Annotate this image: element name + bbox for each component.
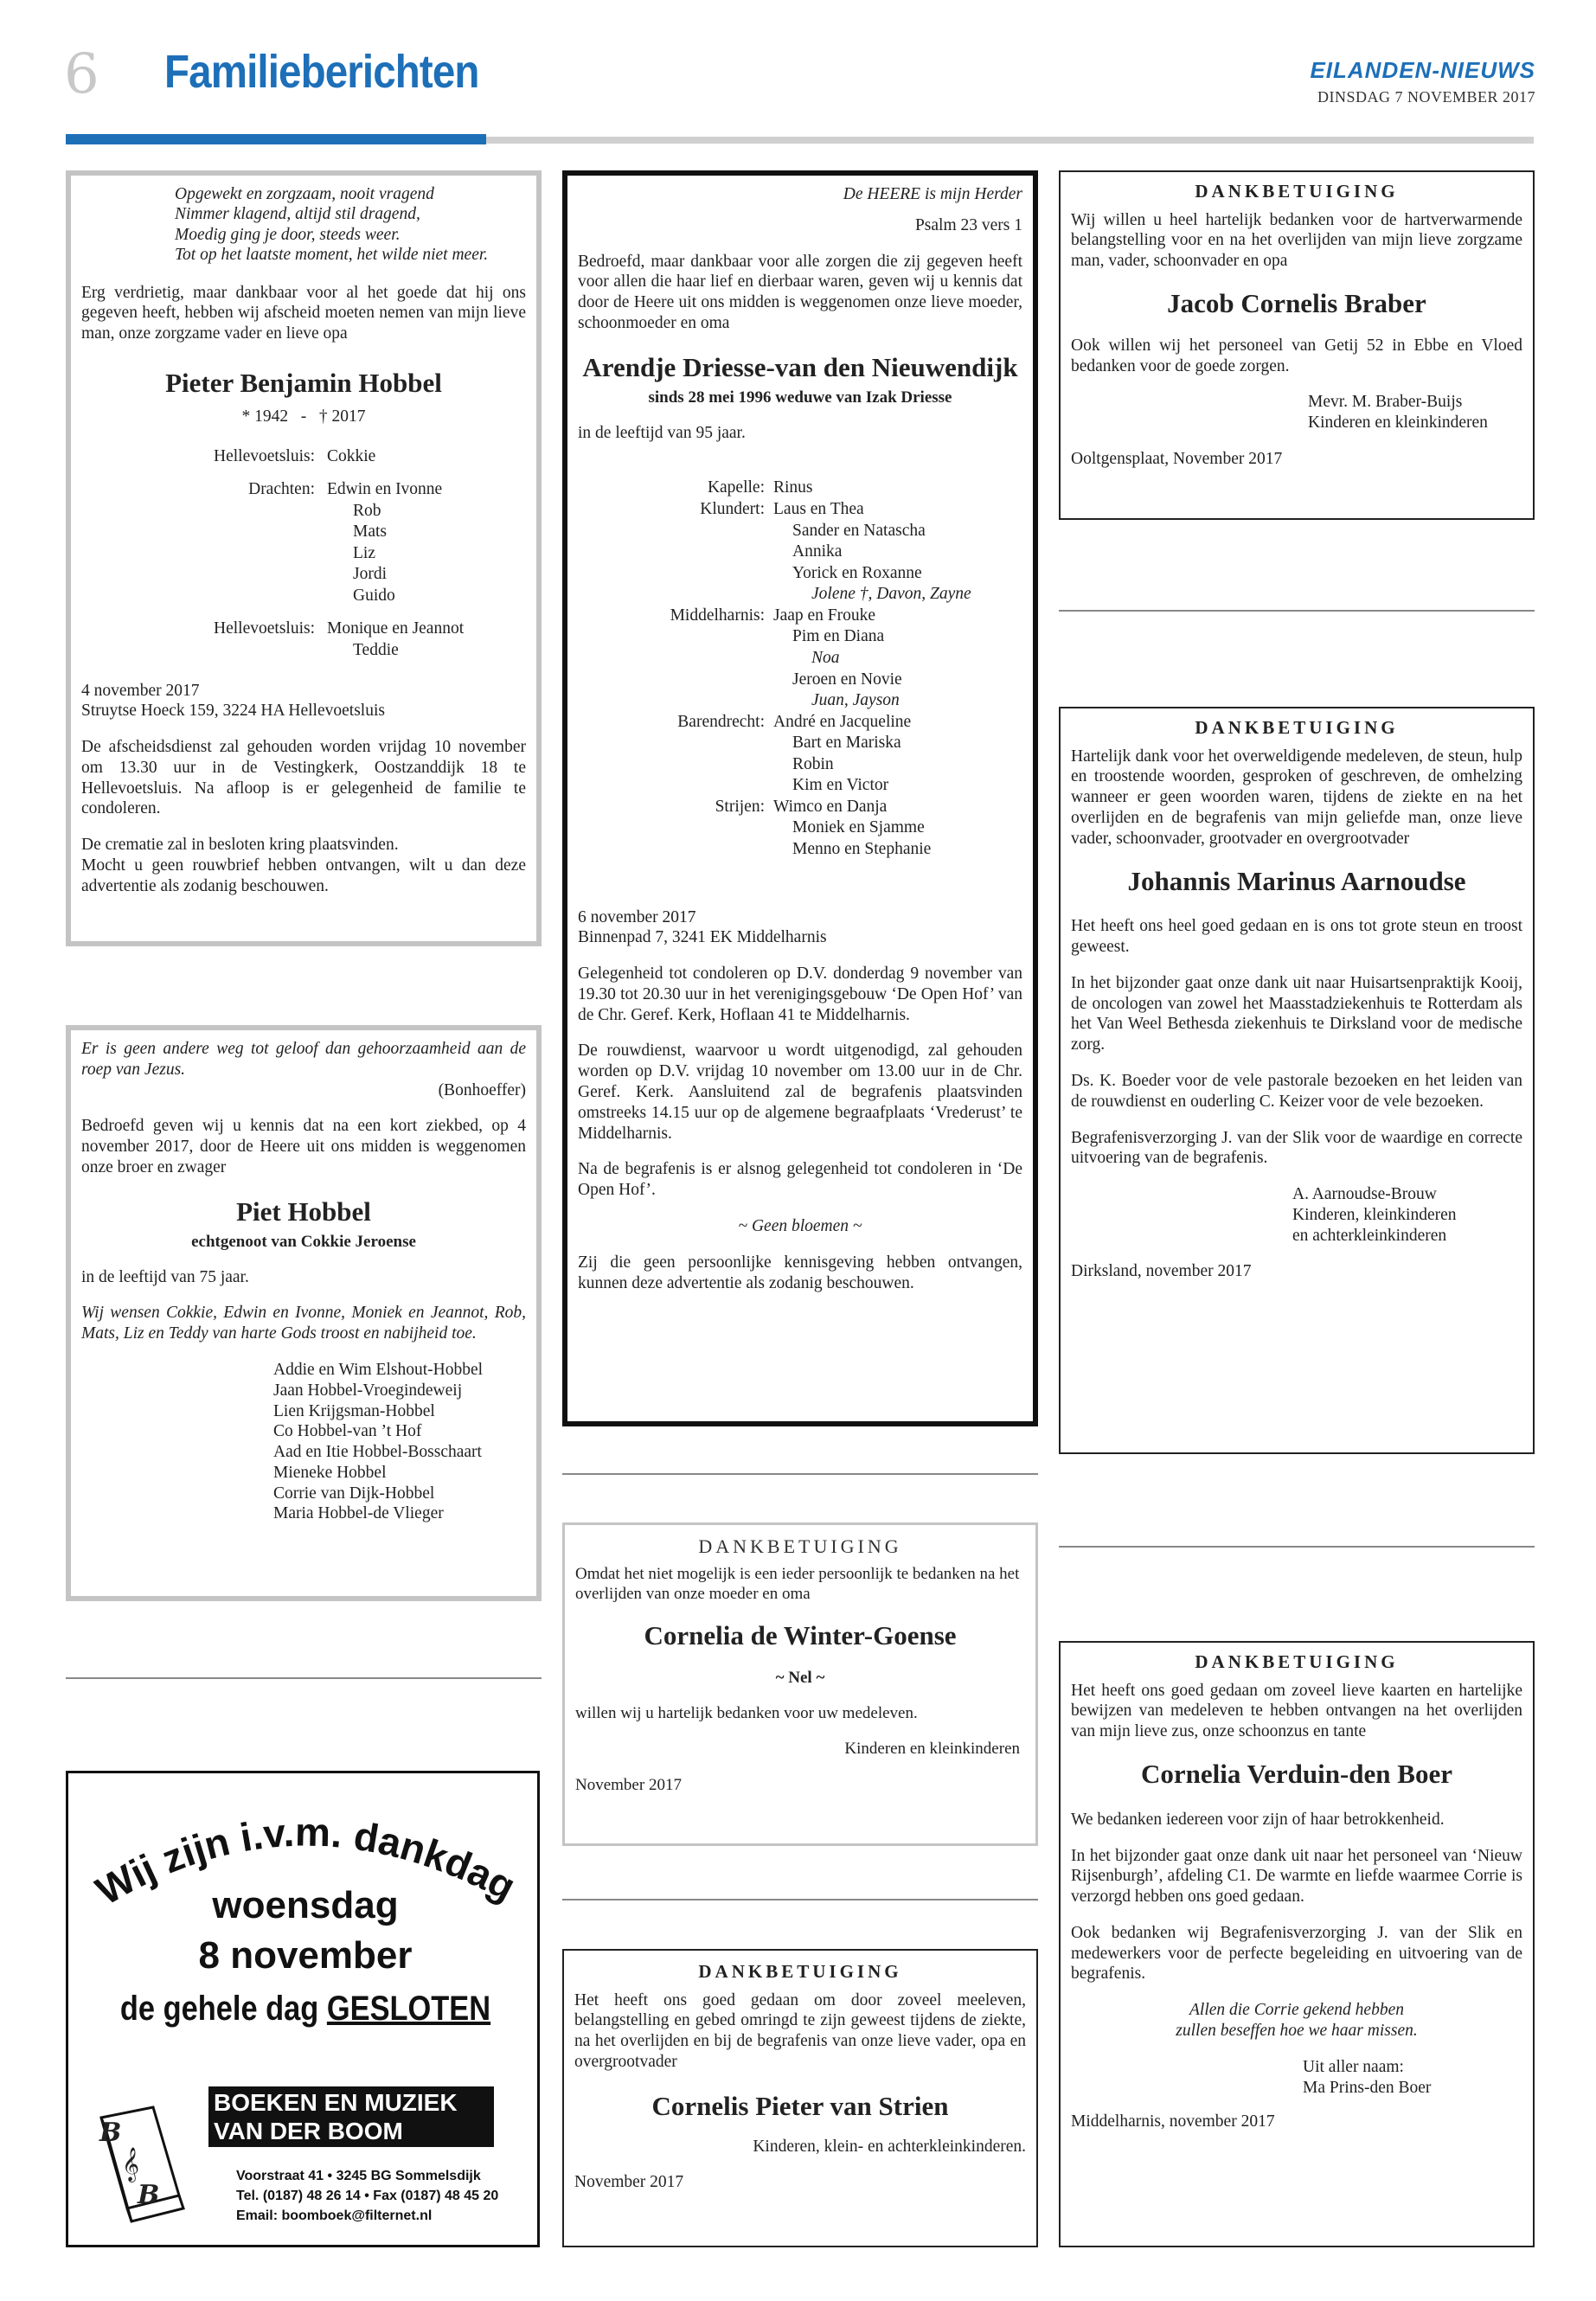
thanks-cornelia-de-winter bbox=[562, 1522, 1038, 1846]
thanks-johannis-aarnoudse bbox=[1059, 707, 1535, 1454]
thanks-paragraph: Het heeft ons heel goed gedaan en is ons tot grote steun en troost geweest. bbox=[1071, 917, 1522, 957]
staff-thanks: Ook willen wij het personeel van Getij 52 in Ebbe en Vloed bedanken voor de goede zorgen. bbox=[1071, 336, 1522, 375]
nickname: ~ Nel ~ bbox=[775, 1668, 825, 1687]
death-date: 4 november 2017 bbox=[81, 681, 200, 700]
family-member: Noa bbox=[811, 648, 840, 667]
family-member: Jolene †, Davon, Zayne bbox=[811, 585, 971, 604]
shop-name-line2: VAN DER BOOM bbox=[214, 2118, 403, 2144]
notice-title: DANKBETUIGING bbox=[698, 1535, 902, 1557]
issue-date: DINSDAG 7 NOVEMBER 2017 bbox=[1317, 88, 1535, 106]
notice-title: DANKBETUIGING bbox=[698, 1961, 902, 1982]
signer: Co Hobbel-van ’t Hof bbox=[273, 1422, 422, 1441]
date: November 2017 bbox=[574, 2173, 684, 2192]
thanks-paragraph: We bedanken iedereen voor zijn of haar betrokkenheid. bbox=[1071, 1810, 1445, 1829]
family-place: Hellevoetsluis: bbox=[214, 619, 315, 638]
promo-date: 8 november bbox=[198, 1934, 413, 1977]
header-accent-bar bbox=[66, 134, 486, 144]
notice-title: DANKBETUIGING bbox=[1195, 717, 1399, 738]
grandchild: Rob bbox=[353, 501, 381, 520]
signer: Jaan Hobbel-Vroegindeweij bbox=[273, 1381, 463, 1400]
grandchild: Guido bbox=[353, 586, 395, 605]
family-place: Hellevoetsluis: bbox=[214, 446, 315, 465]
signer: Aad en Itie Hobbel-Bosschaart bbox=[273, 1443, 482, 1462]
thanks-paragraph: In het bijzonder gaat onze dank uit naar het personeel van ‘Nieuw Rijsenburgh’, afdeling C1. De warmte en liefde waarmee Corrie is verzorgd hebben ons goed gedaan. bbox=[1071, 1846, 1522, 1907]
signer: Kinderen en kleinkinderen bbox=[1308, 413, 1488, 433]
column-divider bbox=[562, 1473, 1038, 1475]
shop-name-line1: BOEKEN EN MUZIEK bbox=[214, 2089, 458, 2116]
quote-text: Er is geen andere weg tot geloof dan gehoorzaamheid aan de roep van Jezus. bbox=[81, 1040, 526, 1079]
family-member: Sander en Natascha bbox=[792, 521, 926, 540]
family-names: Edwin en Ivonne bbox=[327, 480, 443, 499]
family-member: Yorick en Roxanne bbox=[792, 563, 922, 582]
column-divider bbox=[1059, 610, 1535, 612]
shop-email: Email: boomboek@filternet.nl bbox=[236, 2208, 433, 2224]
intro-text: Bedroefd, maar dankbaar voor alle zorgen die zij gegeven heeft voor allen die haar lief en dierbaar waren, geven wij u kennis dat door de Heere uit ons midden is weggenomen onze lieve moeder, schoonmoeder en oma bbox=[578, 252, 1022, 332]
thanks-paragraph: In het bijzonder gaat onze dank uit naar Huisartsenpraktijk Kooij, de oncologen van zowel het Maasstadziekenhuis te Rotterdam als het Van Weel Bethesda ziekenhuis te Dirksland voor de medische zorg. bbox=[1071, 973, 1522, 1054]
obituary-pieter-hobbel bbox=[66, 170, 542, 946]
grandchild: Mats bbox=[353, 522, 387, 542]
closed-prefix: de gehele dag bbox=[119, 1990, 319, 2028]
signer: Kinderen, kleinkinderen bbox=[1292, 1205, 1457, 1224]
thanks-cornelis-van-strien bbox=[562, 1949, 1038, 2247]
signer: en achterkleinkinderen bbox=[1292, 1226, 1447, 1245]
family-member: Kim en Victor bbox=[792, 776, 889, 795]
signer: Addie en Wim Elshout-Hobbel bbox=[273, 1361, 484, 1380]
obituary-arendje-driesse bbox=[562, 170, 1038, 1426]
family-names: Cokkie bbox=[327, 446, 376, 465]
family-member: Robin bbox=[792, 754, 834, 773]
life-dates: * 1942 - † 2017 bbox=[241, 407, 366, 426]
family-member: Pim en Diana bbox=[792, 627, 885, 646]
poem-line: Tot op het laatste moment, het wilde niet meer. bbox=[175, 246, 489, 265]
family-list bbox=[578, 478, 1022, 860]
thanks-paragraph: Begrafenisverzorging J. van der Slik voor de waardige en correcte uitvoering van de begrafenis. bbox=[1071, 1128, 1522, 1168]
signer: Maria Hobbel-de Vlieger bbox=[273, 1504, 444, 1523]
family-place: Middelharnis: bbox=[670, 606, 765, 625]
family-member: Juan, Jayson bbox=[811, 691, 900, 710]
deceased-name: Cornelia Verduin-den Boer bbox=[1141, 1758, 1452, 1789]
deceased-name: Jacob Cornelis Braber bbox=[1167, 287, 1426, 318]
wish-text: Wij wensen Cokkie, Edwin en Ivonne, Moniek en Jeannot, Rob, Mats, Liz en Teddy van harte Gods troost en nabijheid toe. bbox=[81, 1304, 526, 1343]
bible-reference: Psalm 23 vers 1 bbox=[914, 215, 1022, 234]
obituary-piet-hobbel bbox=[66, 1025, 542, 1601]
bible-verse: De HEERE is mijn Herder bbox=[843, 185, 1022, 203]
place-date: Dirksland, november 2017 bbox=[1071, 1262, 1252, 1281]
header-rule bbox=[486, 137, 1534, 144]
logo-letter: B bbox=[99, 2118, 122, 2148]
family-names: Jaap en Frouke bbox=[773, 606, 876, 625]
place-date: Middelharnis, november 2017 bbox=[1071, 2112, 1275, 2131]
poem-line: Nimmer klagend, altijd stil dragend, bbox=[175, 205, 420, 224]
family-names: Wimco en Danja bbox=[773, 797, 888, 816]
section-title: Familieberichten bbox=[164, 46, 479, 98]
intro-text: Het heeft ons goed gedaan om door zoveel meeleven, belangstelling en gebed omringd te zijn geweest tijdens de ziekte, na het overlijden en bij de begrafenis van onze lieve vader, opa en overgrootvader bbox=[574, 1990, 1026, 2071]
shop-phone: Tel. (0187) 48 26 14 • Fax (0187) 48 45 20 bbox=[236, 2189, 499, 2204]
deceased-name: Johannis Marinus Aarnoudse bbox=[1127, 865, 1466, 896]
arc-text: Wij zijn i.v.m. dankdag bbox=[88, 1809, 523, 1913]
signer: Corrie van Dijk-Hobbel bbox=[273, 1484, 435, 1503]
spouse-info: echtgenoot van Cokkie Jeroense bbox=[191, 1232, 416, 1251]
signer: Lien Krijgsman-Hobbel bbox=[273, 1401, 435, 1420]
thanks-paragraph: Ds. K. Boeder voor de vele pastorale bezoeken en het leiden van de rouwdienst en ouderling C. Keizer voor de vele bezoeken. bbox=[1071, 1072, 1522, 1111]
address: Struytse Hoeck 159, 3224 HA Hellevoetsluis bbox=[81, 702, 385, 721]
page-number: 6 bbox=[64, 42, 99, 106]
logo-clef: 𝄞 bbox=[122, 2147, 140, 2182]
age-info: in de leeftijd van 95 jaar. bbox=[578, 423, 746, 442]
family-names: Rinus bbox=[773, 478, 813, 497]
newspaper-brand: EILANDEN-NIEUWS bbox=[1310, 57, 1535, 83]
intro-text: Erg verdrietig, maar dankbaar voor al het goede dat hij ons gegeven heeft, hebben wij afscheid moeten nemen van mijn lieve man, onze zorgzame vader en lieve opa bbox=[81, 283, 526, 343]
logo-letter: B bbox=[138, 2180, 160, 2210]
family-member: Menno en Stephanie bbox=[792, 840, 932, 859]
date: November 2017 bbox=[575, 1775, 682, 1794]
signer-label: Uit aller naam: bbox=[1303, 2057, 1404, 2076]
service-info: De rouwdienst, waarvoor u wordt uitgenodigd, zal gehouden worden op D.V. vrijdag 10 november om 13.00 uur in de Chr. Geref. Kerk. Aansluitend zal de begrafenis plaatsvinden omstreeks 14.15 uur op de algemene begraafplaats ‘Vrederust’ te Middelharnis. bbox=[578, 1042, 1022, 1143]
thanks-cornelia-verduin bbox=[1059, 1641, 1535, 2247]
poem-line: Allen die Corrie gekend hebben bbox=[1189, 2001, 1404, 2020]
family-place: Barendrecht: bbox=[677, 712, 765, 731]
deceased-name: Cornelis Pieter van Strien bbox=[651, 2090, 949, 2121]
column-divider bbox=[66, 1677, 542, 1679]
family-names: Laus en Thea bbox=[773, 500, 864, 519]
intro-text: Omdat het niet mogelijk is een ieder persoonlijk te bedanken na het overlijden van onze moeder en oma bbox=[575, 1564, 1020, 1603]
family-names: Monique en Jeannot bbox=[327, 619, 465, 638]
grandchild: Jordi bbox=[353, 565, 387, 584]
closed-word: GESLOTEN bbox=[326, 1990, 491, 2028]
no-flowers: ~ Geen bloemen ~ bbox=[738, 1216, 862, 1235]
after-burial-info: Na de begrafenis is er alsnog gelegenheid tot condoleren in ‘De Open Hof’. bbox=[578, 1160, 1022, 1200]
deceased-name: Arendje Driesse-van den Nieuwendijk bbox=[582, 351, 1018, 382]
intro-text: Hartelijk dank voor het overweldigende medeleven, de steun, hulp en troostende woorden, gesproken of geschreven, de omhelzing wanneer er geen woorden waren, tijdens de ziekte en na het overlijden en de begrafenis van mijn geliefde man, onze lieve vader, schoonvader, grootvader en overgrootvader bbox=[1071, 747, 1522, 848]
thanks-paragraph: Ook bedanken wij Begrafenisverzorging J. van der Slik en medewerkers voor de perfecte begeleiding en uitvoering van de begrafenis. bbox=[1071, 1923, 1522, 1984]
signer: Ma Prins-den Boer bbox=[1303, 2078, 1432, 2097]
family-place: Strijen: bbox=[715, 797, 765, 816]
deceased-name: Piet Hobbel bbox=[236, 1195, 371, 1227]
signers: Kinderen en kleinkinderen bbox=[844, 1740, 1020, 1759]
signer: A. Aarnoudse-Brouw bbox=[1292, 1185, 1437, 1204]
poem-line: zullen beseffen hoe we haar missen. bbox=[1176, 2022, 1418, 2041]
family-member: Bart en Mariska bbox=[792, 734, 901, 753]
address: Binnenpad 7, 3241 EK Middelharnis bbox=[578, 928, 827, 947]
grandchild: Liz bbox=[353, 543, 375, 562]
family-member: Jeroen en Novie bbox=[792, 670, 902, 689]
poem-line: Moedig ging je door, steeds weer. bbox=[175, 225, 401, 244]
signer: Mevr. M. Braber-Buijs bbox=[1308, 393, 1463, 412]
age-info: in de leeftijd van 75 jaar. bbox=[81, 1267, 249, 1286]
death-date: 6 november 2017 bbox=[578, 907, 696, 926]
condolence-info: Gelegenheid tot condoleren op D.V. donderdag 9 november van 19.30 tot 20.30 uur in het verenigingsgebouw ‘De Open Hof’ van de Chr. Geref. Kerk, Hoflaan 41 te Middelharnis. bbox=[578, 965, 1022, 1024]
notice-text: Mocht u geen rouwbrief hebben ontvangen, wilt u dan deze advertentie als zodanig beschouwen. bbox=[81, 856, 526, 895]
family-place: Drachten: bbox=[248, 480, 315, 499]
shop-address: Voorstraat 41 • 3245 BG Sommelsdijk bbox=[236, 2169, 481, 2183]
poem-line: Opgewekt en zorgzaam, nooit vragend bbox=[175, 185, 434, 203]
column-divider bbox=[1059, 1546, 1535, 1548]
cremation-info: De crematie zal in besloten kring plaatsvinden. bbox=[81, 836, 399, 855]
deceased-name: Pieter Benjamin Hobbel bbox=[165, 367, 442, 398]
family-names: André en Jacqueline bbox=[773, 712, 912, 731]
deceased-name: Cornelia de Winter-Goense bbox=[644, 1620, 957, 1651]
notice-title: DANKBETUIGING bbox=[1195, 181, 1399, 202]
thanks-text: willen wij u hartelijk bedanken voor uw medeleven. bbox=[575, 1704, 918, 1723]
family-place: Kapelle: bbox=[707, 478, 765, 497]
service-info: De afscheidsdienst zal gehouden worden vrijdag 10 november om 13.30 uur in de Vestingkerk, Oostzanddijk 18 te Hellevoetsluis. Na afloop is er gelegenheid de familie te condoleren. bbox=[81, 738, 526, 818]
place-date: Ooltgensplaat, November 2017 bbox=[1071, 449, 1283, 468]
intro-text: Wij willen u heel hartelijk bedanken voor de hartverwarmende belangstelling voor en na het overlijden van mijn lieve zorgzame man, vader, schoonvader en opa bbox=[1071, 210, 1522, 271]
intro-text: Het heeft ons goed gedaan om zoveel lieve kaarten en hartelijke bewijzen van medeleven te hebben ontvangen na het overlijden van mijn lieve zus, onze schoonzus en tante bbox=[1071, 1681, 1522, 1741]
intro-text: Bedroefd geven wij u kennis dat na een kort ziekbed, op 4 november 2017, door de Heere uit ons midden is weggenomen onze broer en zwager bbox=[81, 1117, 526, 1176]
signers: Kinderen, klein- en achterkleinkinderen. bbox=[753, 2137, 1026, 2156]
column-divider bbox=[562, 1899, 1038, 1900]
notice-title: DANKBETUIGING bbox=[1195, 1651, 1399, 1672]
family-member: Annika bbox=[792, 542, 843, 561]
grandchild: Teddie bbox=[353, 641, 399, 659]
quote-author: (Bonhoeffer) bbox=[438, 1080, 526, 1099]
bookshop-closure-ad bbox=[66, 1771, 540, 2247]
thanks-jacob-braber bbox=[1059, 170, 1535, 520]
family-place: Klundert: bbox=[700, 500, 765, 519]
promo-day: woensdag bbox=[212, 1884, 399, 1926]
widow-info: sinds 28 mei 1996 weduwe van Izak Driesse bbox=[648, 388, 952, 407]
signer: Mieneke Hobbel bbox=[273, 1463, 387, 1482]
family-member: Moniek en Sjamme bbox=[792, 818, 925, 837]
notice-text: Zij die geen persoonlijke kennisgeving hebben ontvangen, kunnen deze advertentie als zodanig beschouwen. bbox=[578, 1253, 1022, 1292]
